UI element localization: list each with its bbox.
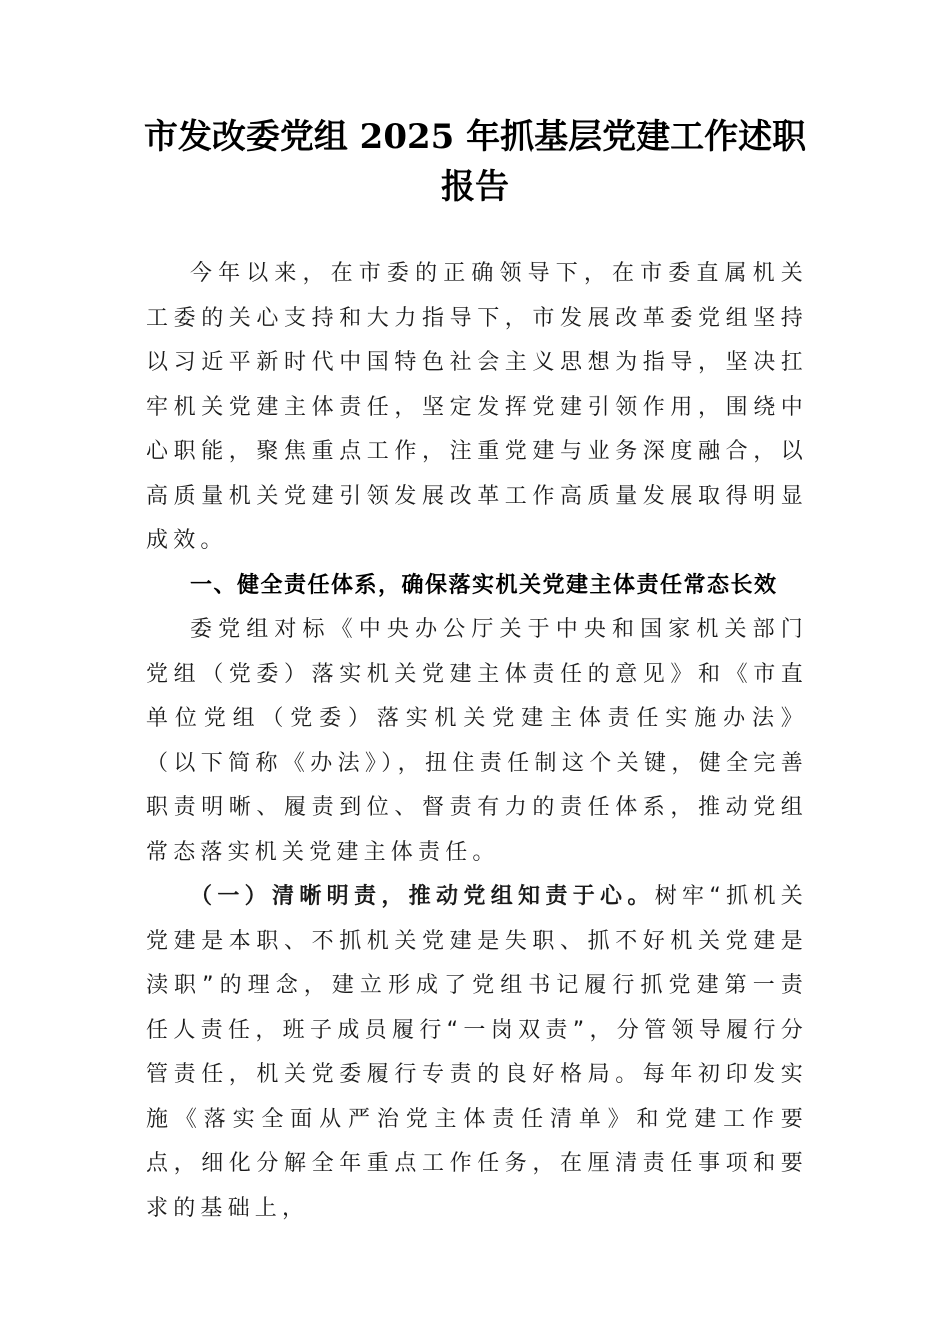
document-body bbox=[146, 252, 808, 1231]
subsection-1-text: 树牢“抓机关党建是本职、不抓机关党建是失职、抓不好机关党建是渎职”的理念，建立形成了党组书记履行抓党建第一责任人责任，班子成员履行“一岗双责”，分管领导履行分管责任，机关党委履行专责的良好格局。每年初印发实施《落实全面从严治党主体责任清单》和党建工作要点，细化分解全年重点工作任务，在厘清责任事项和要求的基础上， bbox=[146, 884, 808, 1221]
section-heading-1: 一、健全责任体系，确保落实机关党建主体责任常态长效 bbox=[190, 572, 778, 598]
title-line-2: 报告 bbox=[441, 167, 509, 207]
subsection-1-lead: （一）清晰明责，推动党组知责于心。 bbox=[190, 884, 655, 909]
intro-paragraph: 今年以来，在市委的正确领导下，在市委直属机关工委的关心支持和大力指导下，市发展改革委党组坚持以习近平新时代中国特色社会主义思想为指导，坚决扛牢机关党建主体责任，坚定发挥党建引领作用，围绕中心职能，聚焦重点工作，注重党建与业务深度融合，以高质量机关党建引领发展改革工作高质量发展取得明显成效。 bbox=[146, 261, 808, 553]
document-title bbox=[140, 112, 810, 212]
subsection-1-paragraph bbox=[146, 875, 808, 1231]
section-1-paragraph: 委党组对标《中央办公厅关于中央和国家机关部门党组（党委）落实机关党建主体责任的意见》和《市直单位党组（党委）落实机关党建主体责任实施办法》（以下简称《办法》），扭住责任制这个关键，健全完善职责明晰、履责到位、督责有力的责任体系，推动党组常态落实机关党建主体责任。 bbox=[146, 617, 808, 865]
title-line-1: 市发改委党组 2025 年抓基层党建工作述职 bbox=[143, 117, 807, 157]
